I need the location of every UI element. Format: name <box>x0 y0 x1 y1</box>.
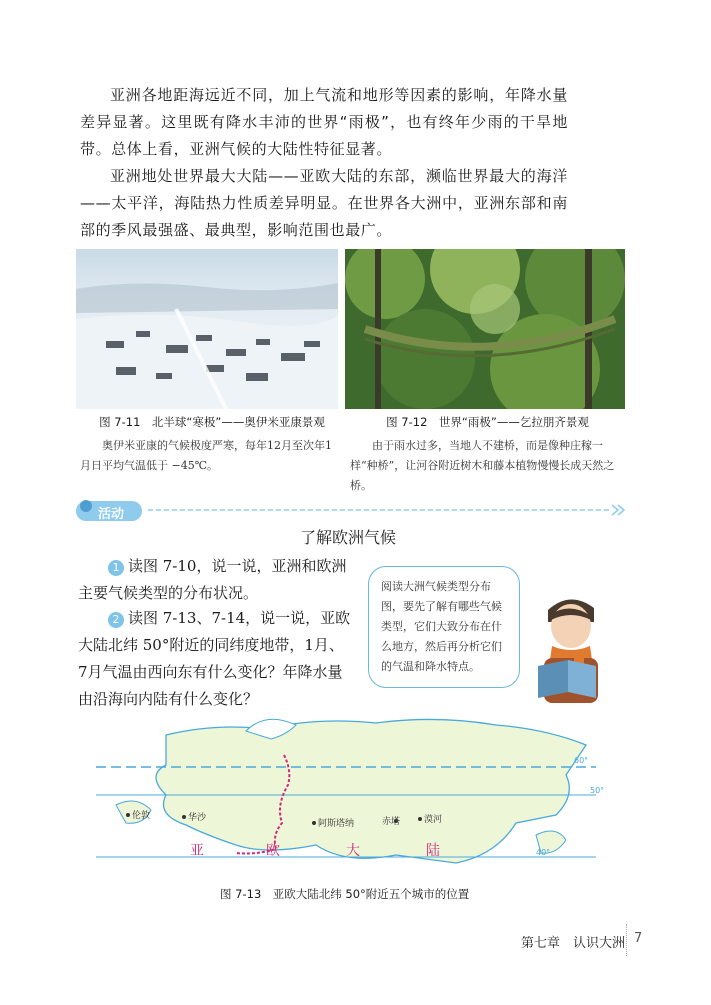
activity-title: 了解欧洲气候 <box>300 528 397 547</box>
question-1 <box>78 553 352 607</box>
paragraph-climate-diversity: 亚洲各地距海远近不同，加上气流和地形等因素的影响，年降水量差异显著。这里既有降水丰沛的世界“雨极”，也有终年少雨的干旱地带。总体上看，亚洲气候的大陆性特征显著。 <box>80 86 568 158</box>
photo-oymyakon <box>76 249 338 409</box>
lat-label-60: 60° <box>574 756 589 765</box>
city-label-chita: 赤塔 <box>382 817 401 827</box>
photo-cherrapunji <box>345 249 625 409</box>
continent-char-2: 欧 <box>266 843 280 859</box>
note-figure-7-12: 由于雨水过多，当地人不建桥，而是像种庄稼一样“种桥”，让河谷附近树木和藤本植物慢慢长成天然之桥。 <box>350 439 615 492</box>
activity-header <box>76 498 628 522</box>
question-number: 2 <box>108 612 124 628</box>
question-2 <box>78 605 352 713</box>
lat-label-50: 50° <box>590 786 605 795</box>
continent-char-4: 陆 <box>426 843 440 859</box>
eurasia-map <box>96 715 614 883</box>
city-label-mohe: 漠河 <box>424 815 443 825</box>
lat-label-40: 40° <box>536 848 551 857</box>
footer-divider <box>626 924 629 956</box>
question-text: 读图 7-10，说一说，亚洲和欧洲主要气候类型的分布状况。 <box>78 557 347 602</box>
paragraph-monsoon: 亚洲地处世界最大大陆——亚欧大陆的东部，濒临世界最大的海洋——太平洋，海陆热力性质差异明显。在世界各大洲中，亚洲东部和南部的季风最强盛、最典型，影响范围也最广。 <box>80 167 568 239</box>
tip-bubble: 阅读大洲气候类型分布图，要先了解有哪些气候类型，它们大致分布在什么地方，然后再分析它们的气温和降水特点。 <box>368 566 520 688</box>
map-svg <box>96 715 614 883</box>
caption-figure-7-11: 图 7-11 北半球“寒极”——奥伊米亚康景观 <box>99 415 325 429</box>
page-number: 7 <box>634 931 643 946</box>
activity-divider <box>76 498 628 522</box>
continent-char-1: 亚 <box>190 843 204 859</box>
caption-figure-7-12: 图 7-12 世界“雨极”——乞拉朋齐景观 <box>386 415 589 429</box>
city-label-astana: 阿斯塔纳 <box>318 819 355 829</box>
footer-chapter: 第七章 认识大洲 <box>520 936 625 951</box>
caption-figure-7-13: 图 7-13 亚欧大陆北纬 50°附近五个城市的位置 <box>220 887 470 901</box>
activity-badge: 活动 <box>98 507 125 522</box>
city-label-london: 伦敦 <box>132 811 151 821</box>
note-figure-7-11: 奥伊米亚康的气候极度严寒，每年12月至次年1月日平均气温低于 −45℃。 <box>80 439 332 472</box>
continent-char-3: 大 <box>346 843 360 859</box>
city-label-warsaw: 华沙 <box>188 813 207 823</box>
question-number: 1 <box>108 560 124 576</box>
question-text: 读图 7-13、7-14，说一说，亚欧大陆北纬 50°附近的同纬度地带，1月、7月气温由西向东有什么变化？年降水量由沿海向内陆有什么变化？ <box>78 609 351 708</box>
student-illustration <box>522 588 620 703</box>
